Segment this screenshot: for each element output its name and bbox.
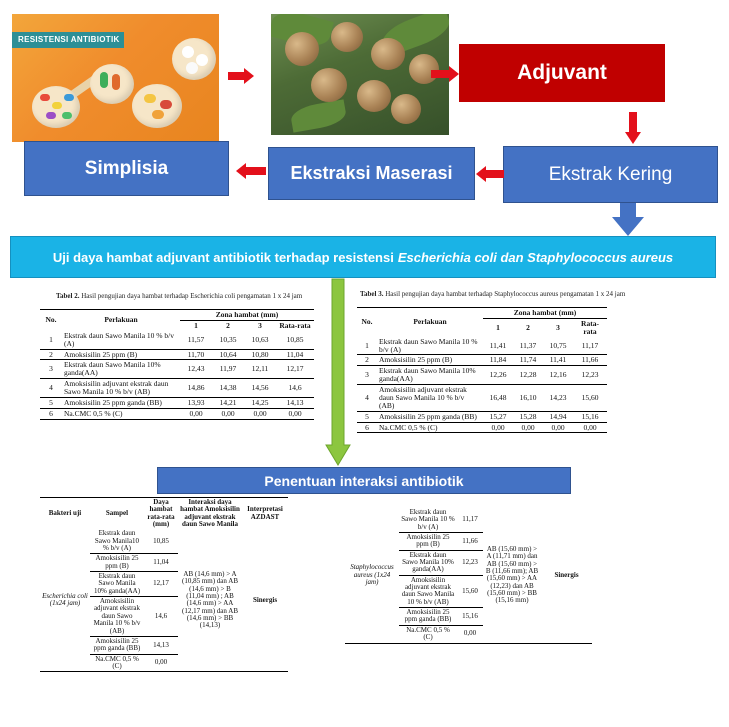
fruit	[391, 94, 421, 124]
row-rata: 11,04	[276, 349, 314, 360]
antibiotic-resistance-image	[12, 14, 219, 142]
pill	[52, 102, 62, 109]
row-sampel: Amoksisilin 25 ppm ganda (BB)	[90, 636, 144, 654]
row-sampel: Na.CMC 0,5 % (C)	[399, 625, 457, 643]
row-rata: 11,04	[144, 554, 178, 572]
ekstrak-kering-box: Ekstrak Kering	[503, 146, 718, 203]
row-sampel: Amoksisilin 25 ppm (B)	[90, 554, 144, 572]
table-row	[345, 508, 592, 533]
row-value-3: 12,11	[244, 360, 276, 379]
row-perlakuan: Ekstrak daun Sawo Manila 10 % b/v (A)	[62, 331, 180, 349]
azdast-text: Sinergis	[242, 529, 288, 671]
row-sampel: Amoksisilin adjuvant ekstrak daun Sawo Manila 10 % b/v (AB)	[90, 597, 144, 637]
table3-header-c3: 3	[556, 322, 560, 332]
table-row	[40, 331, 314, 349]
row-perlakuan: Amoksisilin 25 ppm ganda (BB)	[377, 411, 483, 422]
row-no: 1	[357, 337, 377, 355]
row-perlakuan: Ekstrak daun Sawo Manila 10 % b/v (A)	[377, 337, 483, 355]
pill	[160, 100, 172, 109]
bakteri-uji: Escherichia coli (1x24 jam)	[40, 529, 90, 671]
row-value-3: 14,94	[543, 411, 573, 422]
table2-header-c2: 2	[226, 320, 230, 330]
table-row	[357, 385, 607, 412]
row-perlakuan: Amoksisilin adjuvant ekstrak daun Sawo Manila 10 % b/v (AB)	[62, 379, 180, 398]
row-perlakuan: Amoksisilin 25 ppm (B)	[377, 355, 483, 366]
arrow-down-icon	[326, 279, 350, 465]
row-perlakuan: Amoksisilin 25 ppm ganda (BB)	[62, 397, 180, 408]
row-sampel: Ekstrak daun Sawo Manila10 % b/v (A)	[90, 529, 144, 554]
row-value-2: 14,21	[212, 397, 244, 408]
row-rata: 14,6	[276, 379, 314, 398]
row-no: 3	[357, 366, 377, 385]
row-rata: 14,13	[276, 397, 314, 408]
row-no: 1	[40, 331, 62, 349]
bakteri-uji: Staphylococcus aureus (1x24 jam)	[345, 508, 399, 643]
table-row	[40, 529, 288, 554]
table3-header-c2: 2	[526, 322, 530, 332]
fruit	[371, 38, 405, 70]
table-row	[40, 397, 314, 408]
arrow-down-icon	[625, 112, 641, 144]
row-rata: 15,60	[457, 575, 483, 607]
row-value-2: 14,38	[212, 379, 244, 398]
row-perlakuan: Amoksisilin adjuvant ekstrak daun Sawo Manila 10 % b/v (AB)	[377, 385, 483, 412]
table2-header-perlakuan: Perlakuan	[62, 310, 180, 331]
row-value-3: 14,25	[244, 397, 276, 408]
row-rata: 12,17	[276, 360, 314, 379]
row-value-1: 0,00	[483, 422, 513, 433]
row-value-2: 10,64	[212, 349, 244, 360]
table3-caption	[360, 290, 625, 298]
row-value-1: 13,93	[180, 397, 212, 408]
table3-header-rata: Rata-rata	[581, 318, 599, 336]
row-sampel: Ekstrak daun Sawo Manila 10% ganda(AA)	[399, 550, 457, 575]
table2-header-no: No.	[40, 310, 62, 331]
row-value-2: 0,00	[212, 408, 244, 419]
table2-caption-label: Tabel 2.	[56, 292, 80, 300]
row-value-1: 11,41	[483, 337, 513, 355]
row-value-1: 12,43	[180, 360, 212, 379]
pill	[182, 46, 194, 58]
row-value-1: 0,00	[180, 408, 212, 419]
row-value-1: 12,26	[483, 366, 513, 385]
row-value-2: 10,35	[212, 331, 244, 349]
table3	[357, 307, 607, 433]
row-no: 2	[40, 349, 62, 360]
row-rata: 0,00	[457, 625, 483, 643]
table3-header-no: No.	[361, 317, 373, 327]
row-no: 3	[40, 360, 62, 379]
row-no: 6	[357, 422, 377, 433]
row-value-3: 10,75	[543, 337, 573, 355]
row-value-3: 10,80	[244, 349, 276, 360]
row-no: 6	[40, 408, 62, 419]
simplisia-box: Simplisia	[24, 141, 229, 196]
row-value-1: 11,70	[180, 349, 212, 360]
row-rata: 15,16	[573, 411, 607, 422]
row-rata: 15,60	[573, 385, 607, 412]
leaf	[289, 99, 347, 132]
table4-ecoli-interaction	[40, 497, 288, 672]
row-value-3: 14,56	[244, 379, 276, 398]
pill	[196, 54, 208, 66]
row-value-1: 11,84	[483, 355, 513, 366]
table4-header-bakteri: Bakteri uji	[48, 509, 82, 518]
row-perlakuan: Na.CMC 0,5 % (C)	[62, 408, 180, 419]
table2-header-zona: Zona hambat (mm)	[180, 310, 314, 321]
row-value-2: 0,00	[513, 422, 543, 433]
row-rata: 12,23	[573, 366, 607, 385]
row-rata: 0,00	[144, 654, 178, 672]
arrow-left-icon	[476, 166, 504, 182]
row-value-2: 12,28	[513, 366, 543, 385]
row-rata: 14,13	[144, 636, 178, 654]
row-no: 5	[40, 397, 62, 408]
row-rata: 10,85	[276, 331, 314, 349]
row-rata: 11,66	[457, 533, 483, 551]
row-perlakuan: Ekstrak daun Sawo Manila 10% ganda(AA)	[62, 360, 180, 379]
row-sampel: Amoksisilin 25 ppm (B)	[399, 533, 457, 551]
pill	[144, 94, 156, 103]
pill	[40, 94, 50, 101]
row-value-1: 11,57	[180, 331, 212, 349]
sawo-manila-fruit-image	[271, 14, 449, 135]
pill	[186, 62, 198, 74]
row-sampel: Ekstrak daun Sawo Manila 10% ganda(AA)	[90, 572, 144, 597]
azdast-text: Sinergis	[541, 508, 592, 643]
row-rata: 10,85	[144, 529, 178, 554]
table5-saureus-interaction	[345, 508, 592, 644]
pill	[46, 112, 56, 119]
row-rata: 11,66	[573, 355, 607, 366]
row-no: 4	[40, 379, 62, 398]
row-sampel: Na.CMC 0,5 % (C)	[90, 654, 144, 672]
penentuan-interaksi-box: Penentuan interaksi antibiotik	[157, 467, 571, 494]
interaksi-text: AB (15,60 mm) > A (11,71 mm) dan AB (15,60 mm) > B (11,66 mm); AB (15,60 mm) > AA (12,23) dan AB (15,60 mm) > BB (15,16 mm)	[483, 508, 541, 643]
spoon-right	[172, 38, 216, 80]
row-rata: 12,17	[144, 572, 178, 597]
row-perlakuan: Na.CMC 0,5 % (C)	[377, 422, 483, 433]
arrow-down-icon	[612, 203, 644, 236]
image-banner: RESISTENSI ANTIBIOTIK	[12, 32, 124, 48]
table3-header-zona: Zona hambat (mm)	[483, 308, 607, 319]
pill	[100, 72, 108, 88]
row-value-1: 16,48	[483, 385, 513, 412]
table4-header-sampel: Sampel	[105, 509, 129, 518]
row-rata: 12,23	[457, 550, 483, 575]
row-value-2: 15,28	[513, 411, 543, 422]
pill	[152, 110, 164, 119]
table-row	[40, 408, 314, 419]
table-row	[357, 366, 607, 385]
table-row	[40, 379, 314, 398]
arrow-right-icon	[431, 66, 459, 82]
row-sampel: Ekstrak daun Sawo Manila 10 % b/v (A)	[399, 508, 457, 533]
row-value-1: 14,86	[180, 379, 212, 398]
table2-header-c1: 1	[194, 320, 198, 330]
fruit	[311, 68, 347, 102]
row-rata: 11,17	[573, 337, 607, 355]
row-value-2: 11,97	[212, 360, 244, 379]
fruit	[357, 80, 391, 112]
uji-daya-hambat-banner	[10, 236, 716, 278]
row-perlakuan: Ekstrak daun Sawo Manila 10% ganda(AA)	[377, 366, 483, 385]
row-no: 2	[357, 355, 377, 366]
pill	[112, 74, 120, 90]
row-rata: 0,00	[573, 422, 607, 433]
table3-header-c1: 1	[496, 322, 500, 332]
row-value-3: 12,16	[543, 366, 573, 385]
pill	[62, 112, 72, 119]
arrow-right-icon	[228, 68, 254, 84]
uji-bacteria-text: Escherichia coli dan Staphylococcus aureus	[397, 249, 674, 265]
table3-caption-label: Tabel 3.	[360, 290, 384, 298]
row-rata: 0,00	[276, 408, 314, 419]
row-perlakuan: Amoksisilin 25 ppm (B)	[62, 349, 180, 360]
row-value-2: 11,74	[513, 355, 543, 366]
row-value-1: 15,27	[483, 411, 513, 422]
table2-header-c3: 3	[258, 320, 262, 330]
row-no: 5	[357, 411, 377, 422]
row-value-3: 0,00	[543, 422, 573, 433]
table4-header-rata: Daya hambat rata-rata (mm)	[147, 498, 175, 529]
row-value-3: 0,00	[244, 408, 276, 419]
row-sampel: Amoksisilin 25 ppm ganda (BB)	[399, 608, 457, 626]
table2-caption	[56, 292, 302, 300]
row-no: 4	[357, 385, 377, 412]
row-value-3: 11,41	[543, 355, 573, 366]
adjuvant-box: Adjuvant	[459, 44, 665, 102]
fruit	[285, 32, 319, 66]
arrow-left-icon	[236, 163, 266, 179]
table-row	[357, 422, 607, 433]
row-value-3: 10,63	[244, 331, 276, 349]
table2	[40, 309, 314, 420]
table2-caption-text: Hasil pengujian daya hambat terhadap Escherichia coli pengamatan 1 x 24 jam	[81, 292, 303, 300]
uji-text: Uji daya hambat adjuvant antibiotik terhadap resistensi	[52, 249, 394, 265]
table4-header-interaksi: Interaksi daya hambat Amoksisilin adjuvant ekstrak daun Sawo Manila	[180, 498, 240, 529]
table-row	[357, 355, 607, 366]
row-rata: 11,17	[457, 508, 483, 533]
row-sampel: Amoksisilin adjuvant ekstrak daun Sawo Manila 10 % b/v (AB)	[399, 575, 457, 607]
table2-header-rata: Rata-rata	[279, 320, 311, 330]
row-rata: 14,6	[144, 597, 178, 637]
fruit	[331, 22, 363, 52]
table-row	[40, 349, 314, 360]
pill	[64, 94, 74, 101]
table3-header-perlakuan: Perlakuan	[413, 317, 447, 327]
interaksi-text: AB (14,6 mm) > A (10,85 mm) dan AB (14,6 mm) > B (11,04 mm) ; AB (14,6 mm) > AA (12,17 mm) dan AB (14,6 mm) > BB (14,13)	[178, 529, 242, 671]
row-value-3: 14,23	[543, 385, 573, 412]
row-rata: 15,16	[457, 608, 483, 626]
table3-caption-text: Hasil pengujian daya hambat terhadap Staphylococcus aureus pengamatan 1 x 24 jam	[385, 290, 626, 298]
row-value-2: 11,37	[513, 337, 543, 355]
table-row	[357, 411, 607, 422]
table-row	[357, 337, 607, 355]
row-value-2: 16,10	[513, 385, 543, 412]
table4-header-azdast: Interpretasi AZDAST	[247, 505, 283, 521]
table-row	[40, 360, 314, 379]
ekstraksi-maserasi-box: Ekstraksi Maserasi	[268, 147, 475, 200]
spoon-middle	[132, 84, 182, 128]
